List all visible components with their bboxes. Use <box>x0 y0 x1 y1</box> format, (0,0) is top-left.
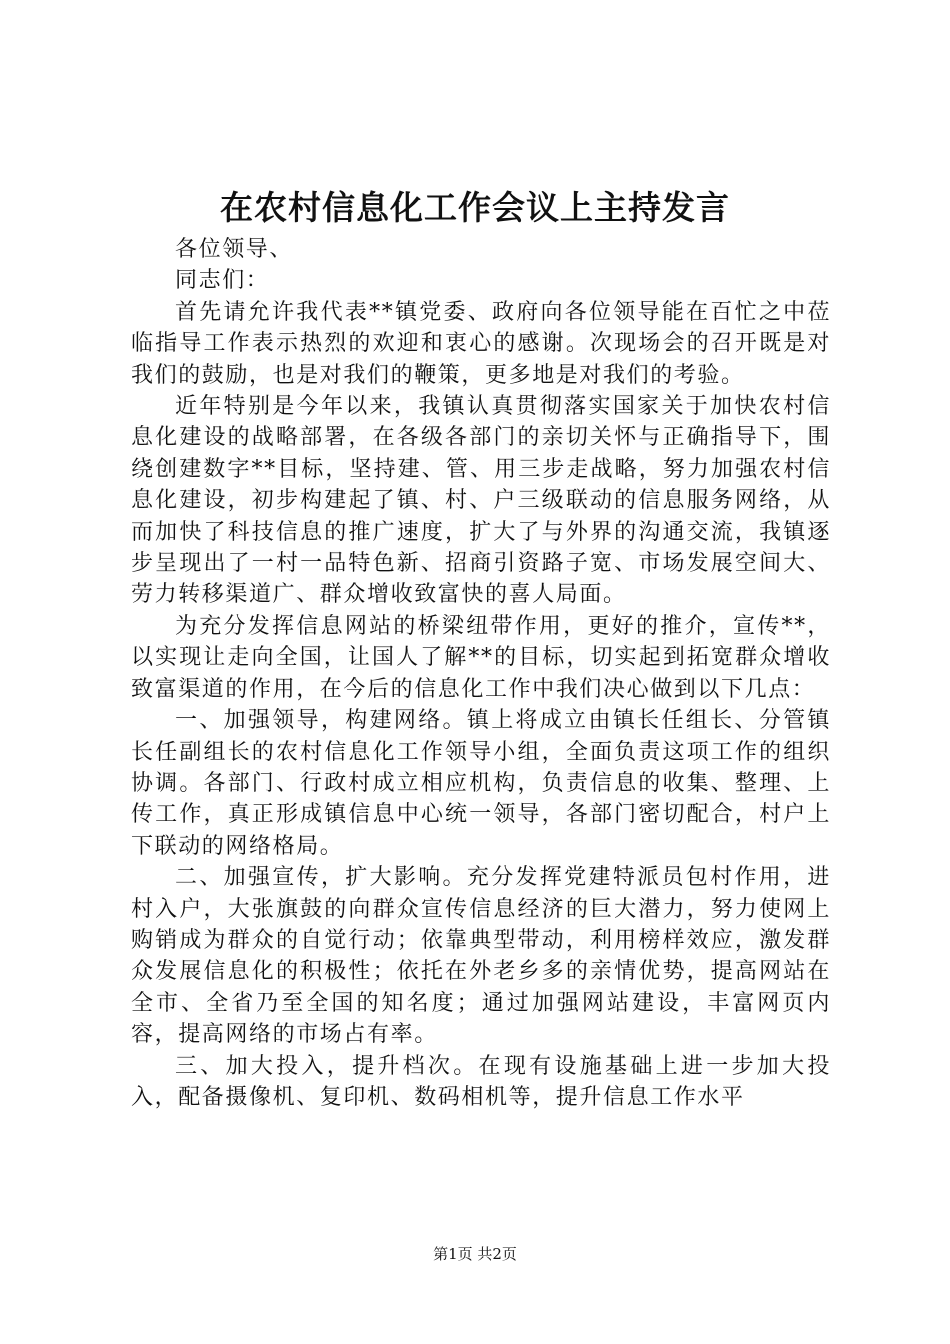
paragraph-welcome: 首先请允许我代表**镇党委、政府向各位领导能在百忙之中莅临指导工作表示热烈的欢迎和衷心的感谢。次现场会的召开既是对我们的鼓励，也是对我们的鞭策，更多地是对我们的考验。 <box>131 299 831 388</box>
paragraph-point-three: 三、加大投入，提升档次。在现有设施基础上进一步加大投入，配备摄像机、复印机、数码相机等，提升信息工作水平 <box>131 1053 831 1110</box>
paragraph-point-two: 二、加强宣传，扩大影响。充分发挥党建特派员包村作用，进村入户，大张旗鼓的向群众宣传信息经济的巨大潜力，努力使网上购销成为群众的自觉行动；依靠典型带动，利用榜样效应，激发群众发展信息化的积极性；依托在外老乡多的亲情优势，提高网站在全市、全省乃至全国的知名度；通过加强网站建设，丰富网页内容，提高网络的市场占有率。 <box>131 865 831 1048</box>
document-title: 在农村信息化工作会议上主持发言 <box>220 188 730 227</box>
salutation-comrades: 同志们： <box>175 268 270 294</box>
page-number-footer: 第1页 共2页 <box>433 1245 517 1263</box>
paragraph-goals: 为充分发挥信息网站的桥梁纽带作用，更好的推介，宣传**，以实现让走向全国，让国人了解**的目标，切实起到拓宽群众增收致富渠道的作用，在今后的信息化工作中我们决心做到以下几点： <box>131 613 831 702</box>
salutation-leaders: 各位领导、 <box>175 237 294 262</box>
paragraph-background: 近年特别是今年以来，我镇认真贯彻落实国家关于加快农村信息化建设的战略部署，在各级各部门的亲切关怀与正确指导下，围绕创建数字**目标，坚持建、管、用三步走战略，努力加强农村信息化建设，初步构建起了镇、村、户三级联动的信息服务网络，从而加快了科技信息的推广速度，扩大了与外界的沟通交流，我镇逐步呈现出了一村一品特色新、招商引资路子宽、市场发展空间大、劳力转移渠道广、群众增收致富快的喜人局面。 <box>131 394 831 608</box>
paragraph-point-one: 一、加强领导，构建网络。镇上将成立由镇长任组长、分管镇长任副组长的农村信息化工作领导小组，全面负责这项工作的组织协调。各部门、行政村成立相应机构，负责信息的收集、整理、上传工作，真正形成镇信息中心统一领导，各部门密切配合，村户上下联动的网络格局。 <box>131 708 831 859</box>
document-body <box>131 234 831 1113</box>
